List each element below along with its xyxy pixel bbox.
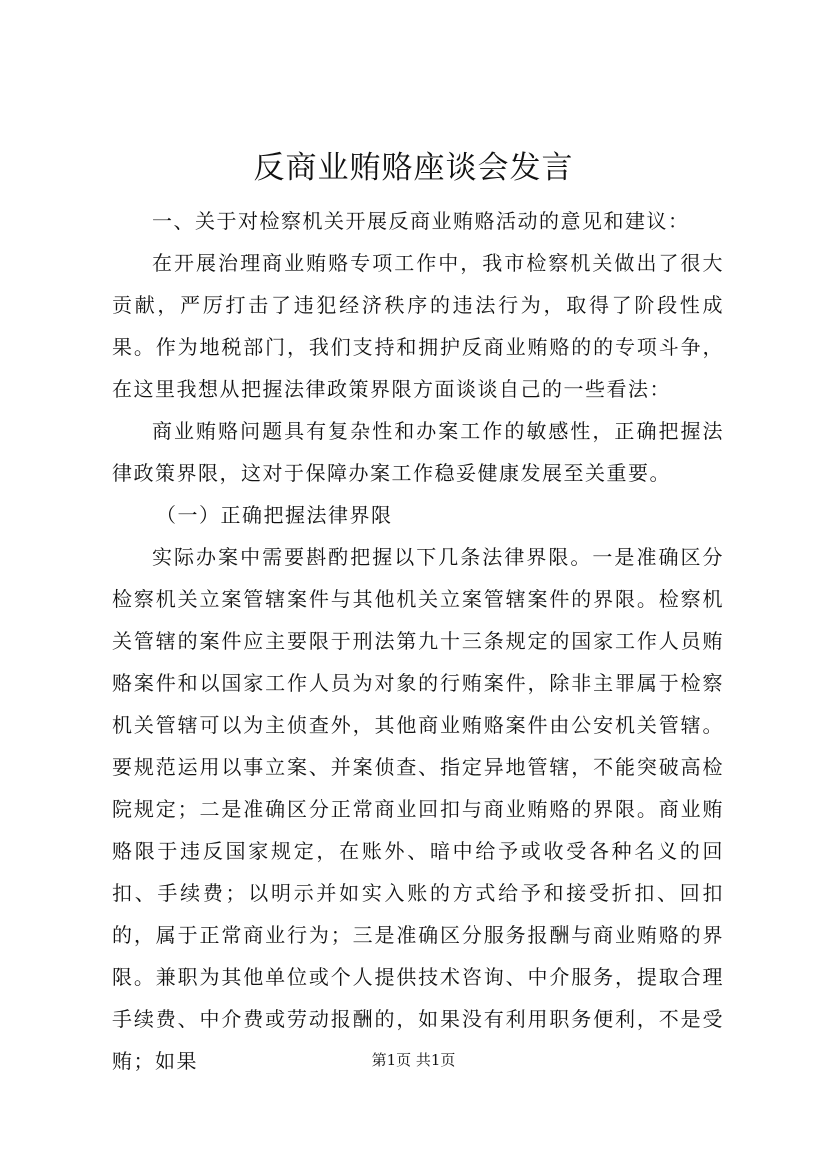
paragraph-2: 商业贿赂问题具有复杂性和办案工作的敏感性，正确把握法律政策界限，这对于保障办案工作稳妥健康发展至关重要。	[112, 419, 724, 485]
paragraph-3: 实际办案中需要斟酌把握以下几条法律界限。一是准确区分检察机关立案管辖案件与其他机关立案管辖案件的界限。检察机关管辖的案件应主要限于刑法第九十三条规定的国家工作人员贿赂案件和以国家工作人员为对象的行贿案件，除非主罪属于检察机关管辖可以为主侦查外，其他商业贿赂案件由公安机关管辖。要规范运用以事立案、并案侦查、指定异地管辖，不能突破高检院规定；二是准确区分正常商业回扣与商业贿赂的界限。商业贿赂限于违反国家规定，在账外、暗中给予或收受各种名义的回扣、手续费；以明示并如实入账的方式给予和接受折扣、回扣的，属于正常商业行为；三是准确区分服务报酬与商业贿赂的界限。兼职为其他单位或个人提供技术咨询、中介服务，提取合理手续费、中介费或劳动报酬的，如果没有利用职务便利，不是受贿；如果	[112, 545, 724, 1073]
subheading: （一）正确把握法律界限	[156, 503, 393, 527]
document-body	[112, 200, 724, 1082]
page-footer: 第1页 共1页	[371, 1051, 456, 1069]
paragraph-1: 在开展治理商业贿赂专项工作中，我市检察机关做出了很大贡献，严厉打击了违犯经济秩序的违法行为，取得了阶段性成果。作为地税部门，我们支持和拥护反商业贿赂的的专项斗争，在这里我想从把握法律政策界限方面谈谈自己的一些看法：	[112, 251, 724, 401]
document-title: 反商业贿赂座谈会发言	[253, 150, 574, 186]
section-heading: 一、关于对检察机关开展反商业贿赂活动的意见和建议：	[152, 209, 690, 233]
